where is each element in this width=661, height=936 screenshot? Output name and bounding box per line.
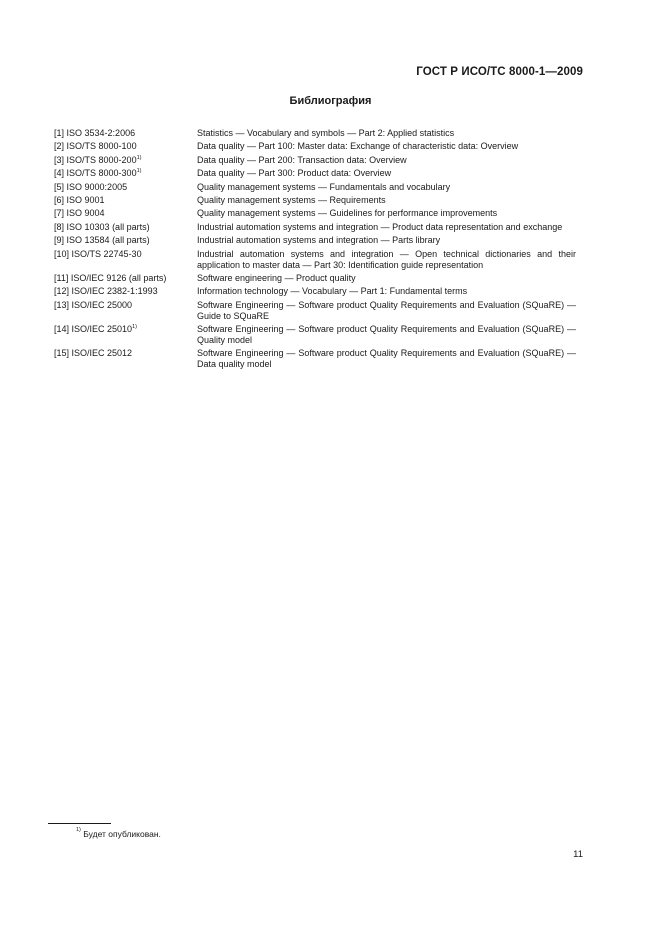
bibliography-entry [54, 168, 576, 181]
entry-number: [3] [54, 154, 65, 165]
entry-standard-id: ISO/IEC 2382-1:1993 [71, 286, 158, 297]
bibliography-entry [54, 348, 576, 372]
bibliography-entry [54, 273, 576, 286]
entry-number: [8] [54, 221, 65, 232]
bibliography-entry [54, 195, 576, 208]
bibliography-entry [54, 208, 576, 221]
bibliography-entry [54, 222, 576, 235]
footnote-divider [48, 823, 111, 824]
footnote-text: Будет опубликован. [83, 829, 161, 839]
bibliography-entry [54, 235, 576, 248]
document-code-header: ГОСТ Р ИСО/ТС 8000-1—2009 [416, 66, 583, 78]
entry-number: [2] [54, 141, 65, 152]
entry-standard-id: ISO/IEC 25000 [71, 299, 133, 310]
entry-standard-id: ISO 3534-2:2006 [66, 128, 136, 138]
entry-reference [54, 128, 197, 141]
entry-title: Data quality — Part 300: Product data: Overview [197, 168, 392, 179]
entry-title: Quality management systems — Guidelines for performance improvements [197, 208, 498, 219]
entry-title: Software engineering — Product quality [197, 272, 356, 283]
entry-reference [54, 182, 197, 195]
entry-footnote-marker: 1) [136, 168, 142, 175]
entry-standard-id: ISO/IEC 25012 [71, 348, 133, 359]
entry-title: Quality management systems — Fundamentals and vocabulary [197, 181, 451, 192]
entry-reference [54, 222, 197, 235]
bibliography-entry [54, 286, 576, 299]
entry-title: Software Engineering — Software product Quality Requirements and Evaluation (SQuaRE) — Quality model [197, 324, 576, 346]
entry-title: Industrial automation systems and integration — Product data representation and exchange [197, 221, 563, 232]
entry-standard-id: ISO/IEC 9126 (all parts) [70, 272, 167, 283]
entry-title: Industrial automation systems and integration — Open technical dictionaries and their application to master data — Part 30: Identification guide representation [197, 248, 576, 270]
footnote [76, 829, 161, 839]
bibliography-entry [54, 128, 576, 141]
bibliography-entry [54, 324, 576, 348]
entry-standard-id: ISO/TS 8000-200 [66, 154, 137, 165]
entry-number: [10] [54, 248, 70, 259]
entry-number: [1] [54, 128, 65, 138]
entry-reference [54, 195, 197, 208]
bibliography-entry [54, 249, 576, 273]
entry-reference [54, 273, 197, 286]
entry-standard-id: ISO 9000:2005 [66, 181, 128, 192]
entry-standard-id: ISO 13584 (all parts) [66, 235, 150, 246]
entry-reference [54, 300, 197, 324]
bibliography-title: Библиография [289, 95, 372, 107]
entry-standard-id: ISO 10303 (all parts) [66, 221, 150, 232]
entry-standard-id: ISO/TS 22745-30 [71, 248, 142, 259]
bibliography-entry [54, 141, 576, 154]
entry-footnote-marker: 1) [132, 324, 137, 331]
entry-reference [54, 208, 197, 221]
entry-reference [54, 249, 197, 273]
entry-reference [54, 286, 197, 299]
entry-reference [54, 348, 197, 372]
entry-title: Quality management systems — Requirements [197, 194, 386, 205]
entry-title: Information technology — Vocabulary — Part 1: Fundamental terms [197, 286, 468, 297]
entry-number: [14] [54, 324, 70, 335]
bibliography-entry [54, 182, 576, 195]
entry-number: [13] [54, 299, 70, 310]
entry-title: Data quality — Part 100: Master data: Exchange of characteristic data: Overview [197, 141, 519, 152]
entry-number: [6] [54, 194, 65, 205]
entry-reference [54, 324, 197, 348]
entry-title: Software Engineering — Software product Quality Requirements and Evaluation (SQuaRE) — Guide to SQuaRE [197, 299, 576, 321]
entry-number: [5] [54, 181, 65, 192]
footnote-marker: 1) [76, 827, 81, 833]
entry-standard-id: ISO/TS 8000-300 [66, 168, 137, 179]
entry-number: [11] [54, 272, 69, 283]
entry-number: [7] [54, 208, 65, 219]
entry-standard-id: ISO 9004 [66, 208, 105, 219]
entry-title: Industrial automation systems and integration — Parts library [197, 235, 441, 246]
entry-number: [12] [54, 286, 70, 297]
entry-title: Software Engineering — Software product Quality Requirements and Evaluation (SQuaRE) — Data quality model [197, 348, 576, 370]
entry-footnote-marker: 1) [136, 154, 142, 161]
entry-title: Statistics — Vocabulary and symbols — Part 2: Applied statistics [197, 128, 455, 138]
entry-reference [54, 141, 197, 154]
bibliography-list [54, 128, 576, 373]
entry-number: [4] [54, 168, 65, 179]
entry-reference [54, 155, 197, 168]
bibliography-entry [54, 155, 576, 168]
entry-standard-id: ISO/TS 8000-100 [66, 141, 137, 152]
entry-standard-id: ISO 9001 [66, 194, 105, 205]
entry-reference [54, 235, 197, 248]
entry-standard-id: ISO/IEC 25010 [71, 324, 133, 335]
page-number: 11 [573, 849, 583, 860]
bibliography-entry [54, 300, 576, 324]
entry-number: [15] [54, 348, 70, 359]
entry-title: Data quality — Part 200: Transaction data: Overview [197, 154, 407, 165]
entry-reference [54, 168, 197, 181]
entry-number: [9] [54, 235, 65, 246]
